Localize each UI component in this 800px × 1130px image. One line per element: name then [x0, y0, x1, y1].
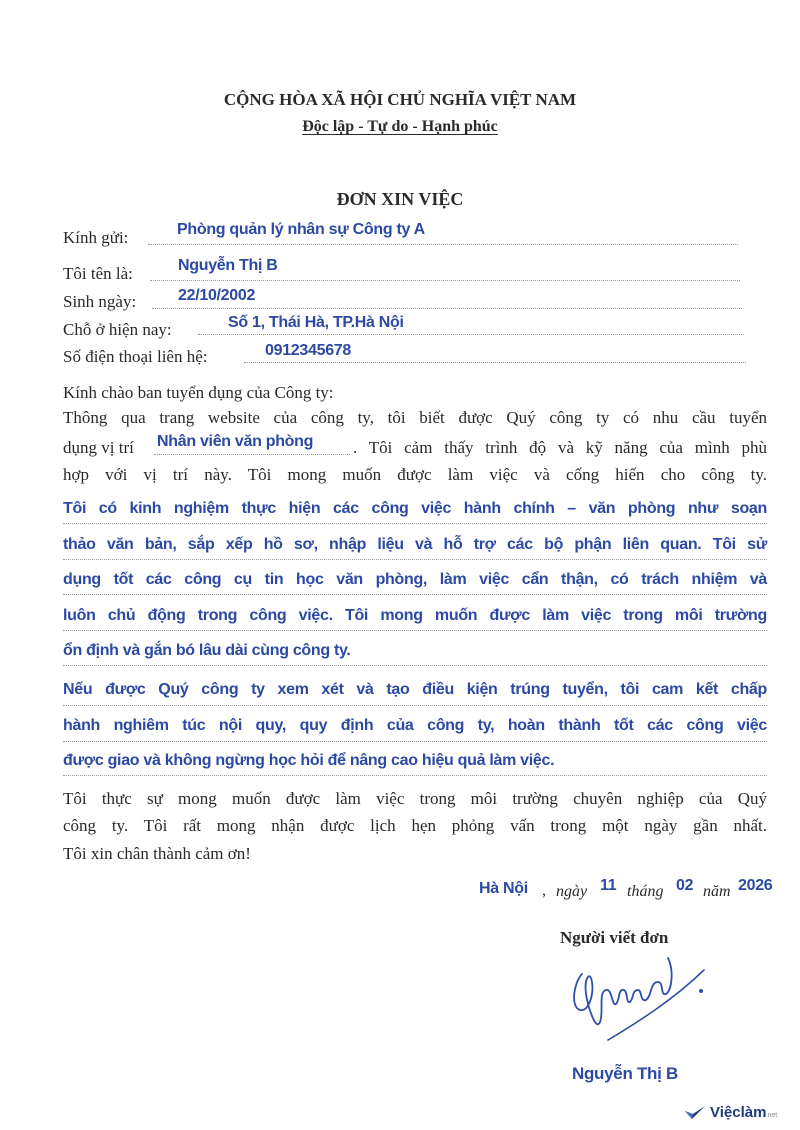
commitment-line: hành nghiêm túc nội quy, quy định của công ty, hoàn thành tốt các công việc [63, 717, 767, 734]
commitment-line: được giao và không ngừng học hỏi để nâng cao hiệu quả làm việc. [63, 752, 555, 769]
date-day: 11 [600, 877, 617, 894]
dotted-line [154, 454, 350, 455]
signer-label: Người viết đơn [560, 928, 669, 947]
commitment-line: Nếu được Quý công ty xem xét và tạo điều kiện trúng tuyển, tôi cam kết chấp [63, 681, 767, 698]
logo-text: Việclàm [710, 1104, 767, 1121]
recipient-value: Phòng quản lý nhân sự Công ty A [177, 221, 425, 238]
intro-line: Thông qua trang website của công ty, tôi biết được Quý công ty có nhu cầu tuyển [63, 408, 767, 427]
recipient-label: Kính gửi: [63, 228, 129, 247]
dotted-line [244, 362, 746, 363]
address-label: Chỗ ở hiện nay: [63, 320, 172, 339]
dotted-line [63, 705, 767, 706]
signer-name: Nguyễn Thị B [572, 1064, 678, 1083]
date-day-label: ngày [556, 883, 588, 900]
greeting: Kính chào ban tuyển dụng của Công ty: [63, 383, 334, 402]
experience-line: dụng tốt các công cụ tin học văn phòng, làm việc cẩn thận, có trách nhiệm và [63, 571, 767, 588]
name-value: Nguyễn Thị B [178, 257, 278, 274]
dotted-line [63, 559, 767, 560]
closing-line: công ty. Tôi rất mong nhận được lịch hẹn phỏng vấn trong một ngày gần nhất. [63, 816, 767, 835]
experience-line: thảo văn bản, sắp xếp hồ sơ, nhập liệu và hỗ trợ các bộ phận liên quan. Tôi sử [63, 536, 767, 553]
closing-line: Tôi xin chân thành cảm ơn! [63, 844, 251, 863]
phone-value: 0912345678 [265, 342, 351, 359]
handwritten-signature [568, 952, 718, 1047]
dotted-line [63, 775, 767, 776]
experience-line: luôn chủ động trong công việc. Tôi mong muốn được làm việc trong môi trường [63, 607, 767, 624]
date-year: 2026 [738, 877, 773, 894]
dotted-line [63, 665, 767, 666]
date-year-label: năm [703, 883, 731, 900]
date-month: 02 [676, 877, 694, 894]
position-value: Nhân viên văn phòng [157, 433, 314, 450]
national-title: CỘNG HÒA XÃ HỘI CHỦ NGHĨA VIỆT NAM [223, 90, 577, 109]
dotted-line [63, 523, 767, 524]
name-label: Tôi tên là: [63, 264, 133, 283]
dotted-line [63, 741, 767, 742]
vieclam-logo [684, 1104, 777, 1121]
intro-line-part: . Tôi cảm thấy trình độ và kỹ năng của mình phù [353, 438, 767, 457]
document-title: ĐƠN XIN VIỆC [336, 189, 464, 209]
dotted-line [63, 594, 767, 595]
dotted-line [148, 244, 738, 245]
date-place: Hà Nội [479, 880, 528, 897]
experience-line: ổn định và gắn bó lâu dài cùng công ty. [63, 642, 351, 659]
date-month-label: tháng [627, 883, 664, 900]
intro-line: hợp với vị trí này. Tôi mong muốn được làm việc và cống hiến cho công ty. [63, 465, 767, 484]
dotted-line [152, 308, 742, 309]
date-separator: , [542, 882, 546, 899]
checkmark-logo-icon [684, 1105, 706, 1121]
dob-label: Sinh ngày: [63, 292, 137, 311]
intro-line-part: dụng vị trí [63, 438, 134, 457]
address-value: Số 1, Thái Hà, TP.Hà Nội [228, 314, 404, 331]
national-motto [0, 118, 800, 136]
dotted-line [150, 280, 740, 281]
phone-label: Số điện thoại liên hệ: [63, 347, 208, 366]
closing-line: Tôi thực sự mong muốn được làm việc trong môi trường chuyên nghiệp của Quý [63, 789, 767, 808]
motto-text: Độc lập - Tự do - Hạnh phúc [302, 118, 498, 135]
dotted-line [198, 334, 744, 335]
dob-value: 22/10/2002 [178, 287, 256, 304]
logo-suffix: net [767, 1112, 778, 1119]
dotted-line [63, 630, 767, 631]
experience-line: Tôi có kinh nghiệm thực hiện các công việc hành chính – văn phòng như soạn [63, 500, 767, 517]
